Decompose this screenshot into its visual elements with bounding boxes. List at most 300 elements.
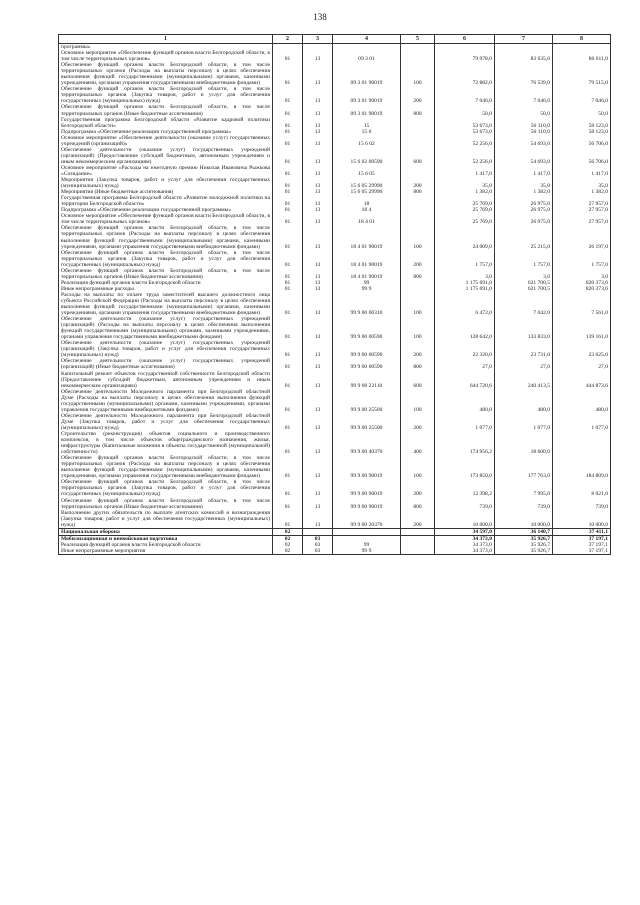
row-section-cell: 01 bbox=[273, 177, 303, 189]
row-amount-3-cell: 7 046,0 bbox=[553, 86, 611, 104]
page-number: 138 bbox=[313, 12, 327, 22]
row-subsection-cell: 13 bbox=[303, 292, 333, 316]
row-name-cell: Реализация функций органов власти Белгородской области bbox=[59, 542, 273, 548]
row-name-cell: Мероприятия (Иные бюджетные ассигнования) bbox=[59, 189, 273, 195]
row-section-cell: 01 bbox=[273, 189, 303, 195]
table-row bbox=[59, 528, 611, 535]
row-amount-2-cell: 35 926,7 bbox=[495, 535, 553, 542]
row-name-cell: Подпрограмма «Обеспечение реализации государственной программы» bbox=[59, 129, 273, 135]
row-name-cell: Реализация функций органов власти Белгородской области bbox=[59, 280, 273, 286]
row-amount-1-cell: 34 373,0 bbox=[435, 542, 495, 548]
row-amount-2-cell: 7 995,0 bbox=[495, 479, 553, 497]
row-amount-2-cell: 7 042,0 bbox=[495, 292, 553, 316]
row-section-cell: 01 bbox=[273, 129, 303, 135]
row-name-cell: Иные непрограммные расходы bbox=[59, 286, 273, 292]
row-amount-2-cell: 480,0 bbox=[495, 389, 553, 413]
row-amount-2-cell: 1 417,0 bbox=[495, 165, 553, 177]
row-subsection-cell: 13 bbox=[303, 286, 333, 292]
row-section-cell: 01 bbox=[273, 147, 303, 165]
table-row bbox=[59, 62, 611, 86]
row-subsection-cell: 13 bbox=[303, 250, 333, 268]
row-amount-2-cell: 54 693,0 bbox=[495, 147, 553, 165]
row-target-code-cell: 99 9 00 00310 bbox=[333, 292, 401, 316]
row-expense-type-cell: 100 bbox=[401, 389, 435, 413]
row-target-code-cell: 99 9 00 00590 bbox=[333, 358, 401, 370]
row-amount-3-cell: 8 021,0 bbox=[553, 479, 611, 497]
column-number-row bbox=[59, 35, 611, 44]
row-section-cell: 01 bbox=[273, 268, 303, 280]
row-amount-2-cell: 1 757,0 bbox=[495, 250, 553, 268]
row-amount-2-cell: 26 975,0 bbox=[495, 207, 553, 213]
table-body bbox=[59, 44, 611, 555]
row-target-code-cell: 99 9 00 90019 bbox=[333, 455, 401, 479]
row-amount-3-cell: 56 706,0 bbox=[553, 135, 611, 147]
row-amount-1-cell: 6 472,0 bbox=[435, 292, 495, 316]
row-amount-2-cell: 18 600,0 bbox=[495, 431, 553, 455]
row-name-cell: Государственная программа Белгородской области «Развитие молодежной политики на территории Белгородской области» bbox=[59, 195, 273, 207]
row-expense-type-cell: 400 bbox=[401, 431, 435, 455]
row-name-cell: Обеспечение деятельности (оказание услуг) государственных учреждений (организаций) (Предоставление субсидий бюджетным, автономным учреждениям и иным некоммерческим организациям) bbox=[59, 147, 273, 165]
row-amount-2-cell: 36 140,7 bbox=[495, 528, 553, 535]
row-name-cell: Обеспечение деятельности (оказание услуг) государственных учреждений (организаций) (Иные бюджетные ассигнования) bbox=[59, 358, 273, 370]
table-row bbox=[59, 431, 611, 455]
row-amount-3-cell: 23 625,0 bbox=[553, 340, 611, 358]
row-amount-3-cell: 480,0 bbox=[553, 389, 611, 413]
row-amount-1-cell: 10 000,0 bbox=[435, 510, 495, 529]
row-amount-3-cell: 444 873,6 bbox=[553, 371, 611, 389]
row-amount-3-cell: 820 373,6 bbox=[553, 280, 611, 286]
row-section-cell: 01 bbox=[273, 213, 303, 225]
row-amount-3-cell: 37 197,1 bbox=[553, 535, 611, 542]
row-target-code-cell: 15 bbox=[333, 117, 401, 129]
row-section-cell: 01 bbox=[273, 195, 303, 207]
row-amount-1-cell: 1 382,0 bbox=[435, 189, 495, 195]
row-amount-1-cell: 7 046,0 bbox=[435, 86, 495, 104]
row-name-cell: Подпрограмма «Обеспечение реализации государственной программы» bbox=[59, 207, 273, 213]
row-name-cell: Основное мероприятие «Обеспечение функций органов власти Белгородской области, в том числе территориальных органов» bbox=[59, 213, 273, 225]
row-expense-type-cell: 800 bbox=[401, 268, 435, 280]
row-expense-type-cell: 600 bbox=[401, 371, 435, 389]
row-target-code-cell: 09 3 01 bbox=[333, 50, 401, 62]
row-amount-1-cell: 1 175 691,0 bbox=[435, 280, 495, 286]
row-name-cell: Иные непрограммные мероприятия bbox=[59, 548, 273, 555]
table-row bbox=[59, 498, 611, 510]
row-subsection-cell: 13 bbox=[303, 225, 333, 249]
row-amount-1-cell: 25 769,0 bbox=[435, 213, 495, 225]
row-section-cell: 01 bbox=[273, 117, 303, 129]
row-section-cell: 01 bbox=[273, 165, 303, 177]
row-amount-1-cell: 52 256,0 bbox=[435, 135, 495, 147]
row-name-cell: Обеспечение функций органов власти Белгородской области, в том числе территориальных органов (Расходы на выплаты персоналу в целях обеспечения выполнения функций государственными (муниципальными) органами, казенными учреждениями, органами управления государственными внебюджетными фондами) bbox=[59, 62, 273, 86]
row-target-code-cell: 18 4 bbox=[333, 207, 401, 213]
row-name-cell: Основное мероприятие «Обеспечение деятельности (оказание услуг) государственных учреждений (организаций)» bbox=[59, 135, 273, 147]
row-amount-3-cell: 139 161,0 bbox=[553, 316, 611, 340]
table-row bbox=[59, 316, 611, 340]
row-amount-3-cell: 79 515,0 bbox=[553, 62, 611, 86]
table-row bbox=[59, 250, 611, 268]
row-name-cell: Обеспечение функций органов власти Белгородской области, в том числе территориальных органов (Закупка товаров, работ и услуг для обеспечения государственных (муниципальных) нужд) bbox=[59, 250, 273, 268]
row-subsection-cell bbox=[303, 528, 333, 535]
row-target-code-cell: 99 9 00 90019 bbox=[333, 498, 401, 510]
row-amount-2-cell: 621 700,5 bbox=[495, 286, 553, 292]
row-section-cell: 01 bbox=[273, 413, 303, 431]
row-name-cell: Обеспечение функций органов власти Белгородской области, в том числе территориальных органов (Расходы на выплаты персоналу в целях обеспечения выполнения функций государственными (муниципальными) органами, казенными учреждениями, органами управления государственными внебюджетными фондами) bbox=[59, 225, 273, 249]
row-amount-1-cell: 53 673,0 bbox=[435, 117, 495, 129]
row-amount-1-cell: 53 673,0 bbox=[435, 129, 495, 135]
row-target-code-cell: 99 9 00 25500 bbox=[333, 389, 401, 413]
col-header-amount-3: 8 bbox=[553, 35, 611, 44]
row-subsection-cell: 13 bbox=[303, 280, 333, 286]
row-amount-2-cell: 56 110,0 bbox=[495, 117, 553, 129]
row-amount-2-cell: 35 926,7 bbox=[495, 548, 553, 555]
row-section-cell: 02 bbox=[273, 528, 303, 535]
row-expense-type-cell bbox=[401, 528, 435, 535]
row-section-cell: 02 bbox=[273, 548, 303, 555]
row-amount-1-cell: 72 882,0 bbox=[435, 62, 495, 86]
row-amount-2-cell: 621 700,5 bbox=[495, 280, 553, 286]
row-subsection-cell: 13 bbox=[303, 50, 333, 62]
row-subsection-cell: 03 bbox=[303, 535, 333, 542]
row-section-cell: 01 bbox=[273, 510, 303, 529]
row-amount-2-cell: 10 000,0 bbox=[495, 510, 553, 529]
row-amount-3-cell: 26 197,0 bbox=[553, 225, 611, 249]
row-target-code-cell: 09 3 01 90019 bbox=[333, 104, 401, 116]
row-expense-type-cell bbox=[401, 548, 435, 555]
row-amount-2-cell: 739,0 bbox=[495, 498, 553, 510]
row-amount-1-cell: 12 398,2 bbox=[435, 479, 495, 497]
row-amount-3-cell: 35,0 bbox=[553, 177, 611, 189]
row-target-code-cell: 99 bbox=[333, 280, 401, 286]
row-name-cell: Мобилизационная и вневойсковая подготовка bbox=[59, 535, 273, 542]
row-section-cell: 01 bbox=[273, 316, 303, 340]
row-amount-2-cell: 54 693,0 bbox=[495, 135, 553, 147]
row-amount-2-cell: 1 077,0 bbox=[495, 413, 553, 431]
row-target-code-cell: 09 3 01 90019 bbox=[333, 62, 401, 86]
table-row bbox=[59, 455, 611, 479]
row-amount-1-cell: 1 757,0 bbox=[435, 250, 495, 268]
row-amount-1-cell: 480,0 bbox=[435, 389, 495, 413]
row-amount-3-cell: 27 957,0 bbox=[553, 207, 611, 213]
row-section-cell: 01 bbox=[273, 86, 303, 104]
row-target-code-cell: 15 6 05 29990 bbox=[333, 189, 401, 195]
row-amount-3-cell: 50,0 bbox=[553, 104, 611, 116]
table-row bbox=[59, 548, 611, 555]
row-expense-type-cell: 100 bbox=[401, 292, 435, 316]
row-section-cell: 01 bbox=[273, 225, 303, 249]
row-section-cell: 01 bbox=[273, 389, 303, 413]
row-amount-1-cell: 3,0 bbox=[435, 268, 495, 280]
row-target-code-cell: 18 4 01 bbox=[333, 213, 401, 225]
row-amount-1-cell: 34 373,0 bbox=[435, 548, 495, 555]
row-expense-type-cell: 800 bbox=[401, 498, 435, 510]
row-target-code-cell: 15 6 05 29990 bbox=[333, 177, 401, 189]
row-subsection-cell: 13 bbox=[303, 413, 333, 431]
row-subsection-cell: 13 bbox=[303, 389, 333, 413]
row-name-cell: Обеспечение деятельности Молодежного парламента при Белгородской областной Думе (Закупка товаров, работ и услуг для обеспечения государственных (муниципальных) нужд) bbox=[59, 413, 273, 431]
row-amount-2-cell: 83 635,0 bbox=[495, 50, 553, 62]
row-section-cell: 01 bbox=[273, 104, 303, 116]
table-row bbox=[59, 117, 611, 129]
row-target-code-cell: 99 9 00 40370 bbox=[333, 431, 401, 455]
col-header-name: 1 bbox=[59, 35, 273, 44]
row-amount-2-cell: 133 833,0 bbox=[495, 316, 553, 340]
row-amount-1-cell: 1 077,0 bbox=[435, 413, 495, 431]
table-row bbox=[59, 268, 611, 280]
table-row bbox=[59, 213, 611, 225]
row-amount-3-cell: 37 197,1 bbox=[553, 548, 611, 555]
row-expense-type-cell: 200 bbox=[401, 250, 435, 268]
row-target-code-cell: 99 9 00 00590 bbox=[333, 340, 401, 358]
row-amount-1-cell: 35,0 bbox=[435, 177, 495, 189]
row-subsection-cell: 13 bbox=[303, 147, 333, 165]
row-amount-2-cell: 27,0 bbox=[495, 358, 553, 370]
row-subsection-cell: 13 bbox=[303, 340, 333, 358]
row-section-cell: 01 bbox=[273, 135, 303, 147]
col-header-target-code: 4 bbox=[333, 35, 401, 44]
col-header-amount-2: 7 bbox=[495, 35, 553, 44]
row-expense-type-cell: 200 bbox=[401, 510, 435, 529]
row-target-code-cell: 18 4 01 90019 bbox=[333, 268, 401, 280]
row-target-code-cell: 99 9 bbox=[333, 286, 401, 292]
row-section-cell: 01 bbox=[273, 498, 303, 510]
row-section-cell: 01 bbox=[273, 280, 303, 286]
row-subsection-cell: 13 bbox=[303, 498, 333, 510]
row-subsection-cell: 13 bbox=[303, 455, 333, 479]
row-amount-1-cell: 24 009,0 bbox=[435, 225, 495, 249]
row-amount-3-cell: 27 957,0 bbox=[553, 213, 611, 225]
row-subsection-cell: 03 bbox=[303, 542, 333, 548]
budget-table-container bbox=[58, 34, 610, 555]
row-name-cell: Расходы на выплаты по оплате труда заместителей высшего должностного лица субъекта Российской Федерации (Расходы на выплаты персоналу в целях обеспечения выполнения функций государственными (муниципальными) органами, казенными учреждениями, органами управления государственными внебюджетными фондами) bbox=[59, 292, 273, 316]
row-subsection-cell: 13 bbox=[303, 371, 333, 389]
row-amount-1-cell: 34 597,0 bbox=[435, 528, 495, 535]
row-amount-2-cell: 50,0 bbox=[495, 104, 553, 116]
row-expense-type-cell bbox=[401, 50, 435, 62]
row-target-code-cell: 18 bbox=[333, 195, 401, 207]
row-expense-type-cell bbox=[401, 117, 435, 129]
row-amount-1-cell: 739,0 bbox=[435, 498, 495, 510]
row-amount-2-cell: 56 110,0 bbox=[495, 129, 553, 135]
row-target-code-cell: 15 6 02 bbox=[333, 135, 401, 147]
row-target-code-cell: 99 9 00 25500 bbox=[333, 413, 401, 431]
row-amount-2-cell: 240 413,5 bbox=[495, 371, 553, 389]
row-subsection-cell: 03 bbox=[303, 548, 333, 555]
row-amount-1-cell: 128 642,0 bbox=[435, 316, 495, 340]
row-amount-2-cell: 7 046,0 bbox=[495, 86, 553, 104]
row-target-code-cell: 18 4 01 90019 bbox=[333, 250, 401, 268]
row-amount-3-cell: 58 123,0 bbox=[553, 117, 611, 129]
row-name-cell: Обеспечение деятельности Молодежного парламента при Белгородской областной Думе (Расходы на выплаты персоналу в целях обеспечения выполнения функций государственными (муниципальными) органами, казенными учреждениями, органами управления государственными внебюджетными фондами) bbox=[59, 389, 273, 413]
row-name-cell: Обеспечение функций органов власти Белгородской области, в том числе территориальных органов (Иные бюджетные ассигнования) bbox=[59, 268, 273, 280]
row-section-cell: 01 bbox=[273, 292, 303, 316]
row-target-code-cell: 15 6 bbox=[333, 129, 401, 135]
row-amount-3-cell: 27,0 bbox=[553, 358, 611, 370]
row-amount-3-cell: 10 000,0 bbox=[553, 510, 611, 529]
row-subsection-cell: 13 bbox=[303, 86, 333, 104]
col-header-subsection: 3 bbox=[303, 35, 333, 44]
row-name-cell: Капитальный ремонт объектов государственной собственности Белгородской области (Предоставление субсидий бюджетным, автономным учреждениям и иным некоммерческим организациям) bbox=[59, 371, 273, 389]
table-row bbox=[59, 195, 611, 207]
row-expense-type-cell: 200 bbox=[401, 177, 435, 189]
row-name-cell: Обеспечение деятельности (оказание услуг) государственных учреждений (организаций) (Закупка товаров, работ и услуг для обеспечения государственных (муниципальных) нужд) bbox=[59, 340, 273, 358]
row-expense-type-cell: 200 bbox=[401, 413, 435, 431]
table-row bbox=[59, 86, 611, 104]
row-subsection-cell: 13 bbox=[303, 62, 333, 86]
row-subsection-cell: 13 bbox=[303, 177, 333, 189]
table-row bbox=[59, 371, 611, 389]
row-expense-type-cell: 800 bbox=[401, 189, 435, 195]
row-target-code-cell: 99 9 00 20370 bbox=[333, 510, 401, 529]
row-section-cell: 01 bbox=[273, 371, 303, 389]
row-target-code-cell: 15 6 02 00590 bbox=[333, 147, 401, 165]
row-target-code-cell: 99 9 00 90019 bbox=[333, 479, 401, 497]
row-amount-3-cell: 820 373,6 bbox=[553, 286, 611, 292]
row-expense-type-cell: 200 bbox=[401, 479, 435, 497]
row-amount-3-cell: 1 417,0 bbox=[553, 165, 611, 177]
row-subsection-cell: 13 bbox=[303, 117, 333, 129]
row-amount-2-cell: 26 975,0 bbox=[495, 213, 553, 225]
row-name-cell: Национальная оборона bbox=[59, 528, 273, 535]
row-target-code-cell: 09 3 01 90019 bbox=[333, 86, 401, 104]
row-amount-1-cell: 27,0 bbox=[435, 358, 495, 370]
budget-table bbox=[58, 34, 611, 555]
row-amount-3-cell: 37 197,1 bbox=[553, 542, 611, 548]
row-amount-2-cell: 25 215,0 bbox=[495, 225, 553, 249]
row-amount-2-cell: 3,0 bbox=[495, 268, 553, 280]
table-row bbox=[59, 358, 611, 370]
row-amount-1-cell: 25 769,0 bbox=[435, 195, 495, 207]
row-amount-3-cell: 1 757,0 bbox=[553, 250, 611, 268]
row-expense-type-cell: 100 bbox=[401, 62, 435, 86]
row-expense-type-cell: 100 bbox=[401, 225, 435, 249]
row-expense-type-cell: 800 bbox=[401, 104, 435, 116]
row-name-cell: Обеспечение функций органов власти Белгородской области, в том числе территориальных органов (Закупка товаров, работ и услуг для обеспечения государственных (муниципальных) нужд) bbox=[59, 86, 273, 104]
row-subsection-cell: 13 bbox=[303, 129, 333, 135]
row-section-cell: 01 bbox=[273, 62, 303, 86]
table-row bbox=[59, 292, 611, 316]
row-section-cell: 01 bbox=[273, 479, 303, 497]
row-name-cell: Строительство (реконструкция) объектов социального и производственного комплексов, в том числе объектов общегражданского назначения, жилья, инфраструктуры (Капитальные вложения в объекты государственной (муниципальной) собственности) bbox=[59, 431, 273, 455]
row-target-code-cell: 15 6 05 bbox=[333, 165, 401, 177]
row-subsection-cell: 13 bbox=[303, 268, 333, 280]
row-subsection-cell: 13 bbox=[303, 189, 333, 195]
row-amount-2-cell: 23 731,0 bbox=[495, 340, 553, 358]
row-amount-3-cell: 58 123,0 bbox=[553, 129, 611, 135]
row-amount-3-cell: 3,0 bbox=[553, 268, 611, 280]
row-amount-3-cell: 86 611,0 bbox=[553, 50, 611, 62]
row-subsection-cell: 13 bbox=[303, 358, 333, 370]
row-amount-2-cell: 177 763,0 bbox=[495, 455, 553, 479]
row-subsection-cell: 13 bbox=[303, 195, 333, 207]
row-name-cell: Обеспечение функций органов власти Белгородской области, в том числе территориальных органов (Закупка товаров, работ и услуг для обеспечения государственных (муниципальных) нужд) bbox=[59, 479, 273, 497]
row-amount-3-cell: 27 957,0 bbox=[553, 195, 611, 207]
row-subsection-cell: 13 bbox=[303, 510, 333, 529]
row-amount-1-cell: 25 769,0 bbox=[435, 207, 495, 213]
table-row bbox=[59, 147, 611, 165]
row-name-cell: Выполнение других обязательств по выплате агентских комиссий и вознаграждения (Закупка товаров, работ и услуг для обеспечения государственных (муниципальных) нужд) bbox=[59, 510, 273, 529]
row-target-code-cell: 99 9 bbox=[333, 548, 401, 555]
row-subsection-cell: 13 bbox=[303, 213, 333, 225]
row-name-cell: Государственная программа Белгородской области «Развитие кадровой политики Белгородской области» bbox=[59, 117, 273, 129]
row-amount-2-cell: 35,0 bbox=[495, 177, 553, 189]
row-subsection-cell: 13 bbox=[303, 135, 333, 147]
row-section-cell: 01 bbox=[273, 358, 303, 370]
row-section-cell: 01 bbox=[273, 340, 303, 358]
col-header-section: 2 bbox=[273, 35, 303, 44]
row-target-code-cell: 18 4 01 90019 bbox=[333, 225, 401, 249]
row-name-cell: Обеспечение функций органов власти Белгородской области, в том числе территориальных органов (Иные бюджетные ассигнования) bbox=[59, 498, 273, 510]
table-row bbox=[59, 50, 611, 62]
row-section-cell: 01 bbox=[273, 455, 303, 479]
row-expense-type-cell: 600 bbox=[401, 147, 435, 165]
table-row bbox=[59, 479, 611, 497]
row-amount-1-cell: 34 373,0 bbox=[435, 535, 495, 542]
row-expense-type-cell: 800 bbox=[401, 358, 435, 370]
row-section-cell: 01 bbox=[273, 286, 303, 292]
row-amount-3-cell: 739,0 bbox=[553, 498, 611, 510]
row-subsection-cell: 13 bbox=[303, 431, 333, 455]
row-amount-3-cell: 1 077,0 bbox=[553, 413, 611, 431]
col-header-amount-1: 6 bbox=[435, 35, 495, 44]
table-row bbox=[59, 135, 611, 147]
row-section-cell: 01 bbox=[273, 207, 303, 213]
table-row bbox=[59, 413, 611, 431]
row-expense-type-cell: 200 bbox=[401, 340, 435, 358]
row-amount-1-cell: 174 956,2 bbox=[435, 431, 495, 455]
row-amount-1-cell: 52 256,0 bbox=[435, 147, 495, 165]
row-target-code-cell bbox=[333, 528, 401, 535]
row-amount-3-cell: 56 706,0 bbox=[553, 147, 611, 165]
row-section-cell: 02 bbox=[273, 535, 303, 542]
row-section-cell: 01 bbox=[273, 250, 303, 268]
row-amount-3-cell: 7 561,0 bbox=[553, 292, 611, 316]
row-amount-2-cell: 1 382,0 bbox=[495, 189, 553, 195]
row-amount-3-cell: 37 411,1 bbox=[553, 528, 611, 535]
row-amount-1-cell: 79 978,0 bbox=[435, 50, 495, 62]
row-subsection-cell: 13 bbox=[303, 479, 333, 497]
row-amount-2-cell: 26 975,0 bbox=[495, 195, 553, 207]
row-expense-type-cell bbox=[401, 195, 435, 207]
row-amount-2-cell: 76 539,0 bbox=[495, 62, 553, 86]
row-target-code-cell: 99 bbox=[333, 542, 401, 548]
row-expense-type-cell bbox=[401, 135, 435, 147]
row-amount-1-cell: 1 417,0 bbox=[435, 165, 495, 177]
row-amount-1-cell: 1 175 691,0 bbox=[435, 286, 495, 292]
table-row bbox=[59, 225, 611, 249]
row-amount-1-cell: 173 850,0 bbox=[435, 455, 495, 479]
table-row bbox=[59, 165, 611, 177]
row-expense-type-cell: 100 bbox=[401, 316, 435, 340]
row-name-cell: Обеспечение деятельности (оказание услуг) государственных учреждений (организаций) (Расходы на выплаты персоналу в целях обеспечения выполнения функций государственными (муниципальными) органами, казенными учреждениями, органами управления государственными внебюджетными фондами) bbox=[59, 316, 273, 340]
col-header-expense-type: 5 bbox=[401, 35, 435, 44]
row-name-cell: Основное мероприятие «Расходы на ежегодную премию Николая Ивановича Рыжкова «Созидание» bbox=[59, 165, 273, 177]
table-row bbox=[59, 340, 611, 358]
row-target-code-cell: 99 9 00 00590 bbox=[333, 316, 401, 340]
row-amount-1-cell: 50,0 bbox=[435, 104, 495, 116]
row-expense-type-cell: 100 bbox=[401, 455, 435, 479]
row-subsection-cell: 13 bbox=[303, 316, 333, 340]
row-name-cell: Обеспечение функций органов власти Белгородской области, в том числе территориальных органов (Иные бюджетные ассигнования) bbox=[59, 104, 273, 116]
row-subsection-cell: 13 bbox=[303, 104, 333, 116]
row-amount-2-cell: 35 926,7 bbox=[495, 542, 553, 548]
row-name-cell: программы» bbox=[59, 44, 273, 51]
row-expense-type-cell bbox=[401, 165, 435, 177]
table-row bbox=[59, 104, 611, 116]
row-name-cell: Обеспечение функций органов власти Белгородской области, в том числе территориальных органов (Расходы на выплаты персоналу в целях обеспечения выполнения функций государственными (муниципальными) органами, казенными учреждениями, органами управления государственными внебюджетными фондами) bbox=[59, 455, 273, 479]
table-row bbox=[59, 510, 611, 529]
row-section-cell: 02 bbox=[273, 542, 303, 548]
table-row bbox=[59, 389, 611, 413]
